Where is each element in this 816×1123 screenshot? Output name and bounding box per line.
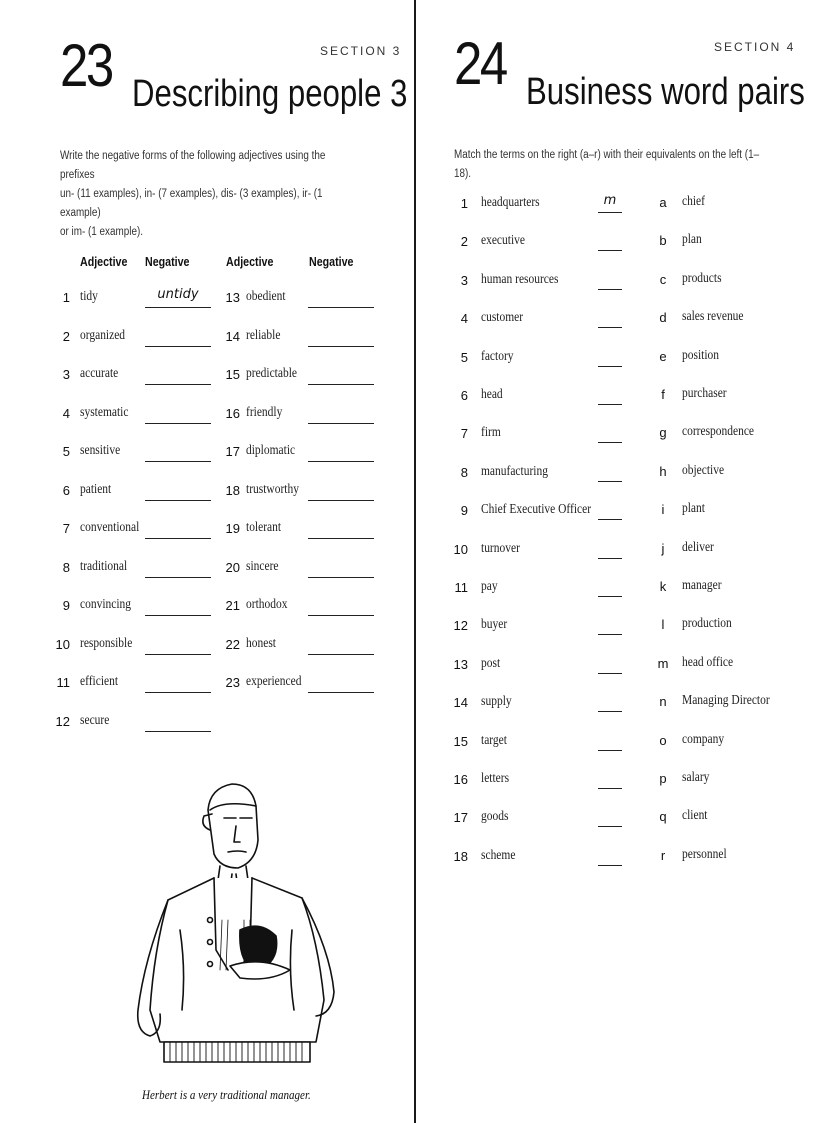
- answer-blank[interactable]: [308, 461, 374, 462]
- term: company: [682, 731, 725, 747]
- term-letter: b: [659, 233, 667, 249]
- item-number: 6: [62, 482, 70, 498]
- item-number: 14: [453, 695, 468, 711]
- match-blank[interactable]: [598, 289, 622, 290]
- adjective: traditional: [80, 558, 128, 574]
- answer-blank[interactable]: [308, 692, 374, 693]
- answer-blank[interactable]: [145, 731, 211, 732]
- answer-blank[interactable]: [308, 307, 374, 308]
- illustration-caption: Herbert is a very traditional manager.: [142, 1087, 311, 1102]
- term: human resources: [481, 271, 559, 287]
- item-number: 11: [56, 675, 70, 690]
- match-blank[interactable]: [598, 673, 622, 674]
- answer-blank[interactable]: [308, 423, 374, 424]
- term: chief: [682, 194, 705, 209]
- term-letter: j: [661, 540, 665, 556]
- term: manufacturing: [481, 463, 548, 479]
- term: executive: [481, 233, 525, 249]
- term: personnel: [682, 846, 727, 862]
- adjective: orthodox: [246, 597, 288, 612]
- term: scheme: [481, 847, 516, 863]
- term-letter: r: [660, 847, 666, 863]
- adjective: sincere: [246, 558, 279, 574]
- term: position: [682, 347, 720, 363]
- item-number: 1: [62, 290, 70, 305]
- column-header-adjective: Adjective: [226, 254, 274, 269]
- item-number: 12: [453, 618, 468, 634]
- item-number: 18: [225, 482, 240, 498]
- term: sales revenue: [682, 309, 744, 325]
- item-number: 6: [460, 388, 468, 403]
- term-letter: g: [659, 425, 667, 441]
- item-number: 5: [460, 349, 468, 365]
- adjective: honest: [246, 635, 276, 651]
- section-label: SECTION 4: [714, 40, 796, 54]
- item-number: 11: [454, 580, 468, 595]
- item-number: 20: [225, 559, 240, 575]
- answer-blank[interactable]: [145, 500, 211, 501]
- section-label: SECTION 3: [320, 44, 402, 58]
- term: Managing Director: [682, 693, 770, 709]
- match-blank[interactable]: [598, 366, 622, 367]
- manager-illustration: [120, 770, 360, 1065]
- match-blank[interactable]: [598, 558, 622, 559]
- answer-blank[interactable]: [308, 615, 374, 616]
- term: buyer: [481, 617, 508, 633]
- unit-number: 23: [60, 32, 112, 99]
- term: correspondence: [682, 424, 755, 440]
- adjective: organized: [80, 327, 126, 343]
- term-letter: d: [659, 310, 667, 326]
- item-number: 10: [55, 636, 70, 652]
- answer-blank[interactable]: [145, 577, 211, 578]
- term: products: [682, 270, 722, 286]
- item-number: 12: [55, 713, 70, 729]
- term: head: [481, 387, 503, 402]
- term: head office: [682, 654, 734, 670]
- item-number: 5: [62, 444, 70, 459]
- adjective: trustworthy: [246, 481, 299, 497]
- term-letter: a: [659, 195, 667, 210]
- match-blank[interactable]: [598, 250, 622, 251]
- item-number: 1: [460, 196, 468, 211]
- column-header-negative: Negative: [145, 254, 190, 269]
- term: supply: [481, 694, 512, 710]
- item-number: 17: [225, 444, 240, 459]
- term-letter: p: [659, 771, 667, 786]
- answer-blank[interactable]: [145, 384, 211, 385]
- unit-title: Business word pairs: [526, 71, 805, 113]
- item-number: 9: [460, 503, 468, 519]
- answer-blank[interactable]: [308, 500, 374, 501]
- adjective: systematic: [80, 404, 129, 420]
- term-letter: q: [659, 809, 667, 825]
- adjective: accurate: [80, 366, 119, 381]
- unit-number: 24: [454, 30, 506, 97]
- match-blank[interactable]: [598, 750, 622, 751]
- instruction-line: Write the negative forms of the following adjectives using the prefixes: [60, 150, 326, 181]
- item-number: 16: [453, 772, 468, 787]
- adjective: patient: [80, 481, 112, 497]
- column-header-adjective: Adjective: [80, 254, 128, 269]
- adjective: obedient: [246, 289, 286, 304]
- adjective: reliable: [246, 327, 281, 343]
- page-fold-divider: [414, 0, 416, 1123]
- term-letter: c: [659, 271, 667, 287]
- term: manager: [682, 578, 722, 593]
- item-number: 13: [225, 290, 240, 305]
- match-blank[interactable]: [598, 865, 622, 866]
- instructions: [60, 147, 357, 242]
- term: pay: [481, 579, 498, 594]
- answer-blank[interactable]: [145, 654, 211, 655]
- answer-blank[interactable]: [308, 384, 374, 385]
- answer-blank[interactable]: [308, 577, 374, 578]
- match-blank[interactable]: [598, 519, 622, 520]
- term: salary: [682, 770, 710, 785]
- answer-blank[interactable]: [145, 615, 211, 616]
- term: target: [481, 732, 507, 748]
- term: turnover: [481, 540, 520, 556]
- adjective: secure: [80, 712, 110, 728]
- term: objective: [682, 462, 725, 478]
- adjective: predictable: [246, 366, 297, 381]
- term: plan: [682, 232, 702, 248]
- item-number: 23: [225, 675, 240, 690]
- item-number: 7: [460, 426, 468, 442]
- term: plant: [682, 501, 705, 517]
- match-blank[interactable]: [598, 826, 622, 827]
- item-number: 17: [453, 810, 468, 826]
- item-number: 16: [225, 405, 240, 421]
- item-number: 15: [453, 733, 468, 749]
- answer-blank[interactable]: [145, 692, 211, 693]
- term: production: [682, 616, 732, 632]
- instruction-line: un- (11 examples), in- (7 examples), dis- (3 examples), ir- (1 example): [60, 188, 323, 219]
- term-letter: f: [661, 387, 665, 402]
- item-number: 19: [225, 521, 240, 536]
- item-number: 3: [62, 367, 70, 382]
- adjective: friendly: [246, 404, 283, 420]
- unit-title: Describing people 3: [132, 73, 408, 115]
- term-letter: e: [659, 348, 667, 364]
- term: factory: [481, 348, 514, 364]
- answer-blank[interactable]: [145, 538, 211, 539]
- answer-text: untidy: [157, 287, 199, 302]
- match-blank[interactable]: [598, 788, 622, 789]
- term: Chief Executive Officer: [481, 502, 592, 518]
- term: firm: [481, 425, 501, 441]
- adjective: efficient: [80, 674, 119, 689]
- answer-blank[interactable]: [145, 346, 211, 347]
- item-number: 8: [62, 559, 70, 575]
- item-number: 3: [460, 272, 468, 288]
- term: client: [682, 808, 708, 824]
- column-header-negative: Negative: [309, 254, 354, 269]
- answer-blank[interactable]: [308, 538, 374, 539]
- term-letter: n: [659, 694, 667, 710]
- match-answer: m: [603, 193, 617, 208]
- term: purchaser: [682, 386, 727, 401]
- term: post: [481, 655, 501, 671]
- instruction-line: or im- (1 example).: [60, 226, 143, 238]
- item-number: 10: [453, 541, 468, 557]
- match-blank[interactable]: [598, 481, 622, 482]
- match-blank[interactable]: [598, 634, 622, 635]
- adjective: sensitive: [80, 443, 121, 458]
- item-number: 22: [225, 636, 240, 652]
- adjective: tidy: [80, 289, 98, 304]
- item-number: 2: [460, 234, 468, 250]
- term: deliver: [682, 539, 714, 555]
- term: customer: [481, 310, 524, 326]
- item-number: 2: [62, 328, 70, 344]
- adjective: convincing: [80, 597, 132, 612]
- adjective: conventional: [80, 520, 140, 535]
- match-blank[interactable]: [598, 596, 622, 597]
- item-number: 4: [62, 405, 70, 421]
- item-number: 14: [225, 328, 240, 344]
- adjective: experienced: [246, 674, 302, 689]
- match-blank[interactable]: [598, 711, 622, 712]
- item-number: 9: [62, 598, 70, 613]
- term: letters: [481, 771, 510, 786]
- item-number: 4: [460, 311, 468, 327]
- instructions: Match the terms on the right (a–r) with their equivalents on the left (1–18).: [454, 149, 760, 180]
- term-letter: h: [659, 463, 667, 479]
- adjective: diplomatic: [246, 443, 296, 458]
- answer-blank[interactable]: [145, 307, 211, 308]
- answer-blank[interactable]: [145, 461, 211, 462]
- item-number: 21: [225, 598, 240, 613]
- match-blank[interactable]: [598, 404, 622, 405]
- match-blank[interactable]: [598, 327, 622, 328]
- term: goods: [481, 809, 509, 825]
- term-letter: k: [659, 579, 667, 594]
- item-number: 13: [453, 656, 468, 672]
- answer-blank[interactable]: [308, 654, 374, 655]
- item-number: 7: [62, 521, 70, 536]
- answer-blank[interactable]: [308, 346, 374, 347]
- term-letter: i: [661, 502, 665, 518]
- match-blank[interactable]: [598, 442, 622, 443]
- match-blank[interactable]: [598, 212, 622, 213]
- term-letter: o: [659, 732, 667, 748]
- item-number: 15: [225, 367, 240, 382]
- adjective: responsible: [80, 635, 133, 651]
- answer-blank[interactable]: [145, 423, 211, 424]
- item-number: 18: [453, 848, 468, 864]
- adjective: tolerant: [246, 520, 282, 535]
- item-number: 8: [460, 464, 468, 480]
- term: headquarters: [481, 195, 540, 210]
- term-letter: l: [661, 617, 665, 633]
- term-letter: m: [657, 655, 669, 671]
